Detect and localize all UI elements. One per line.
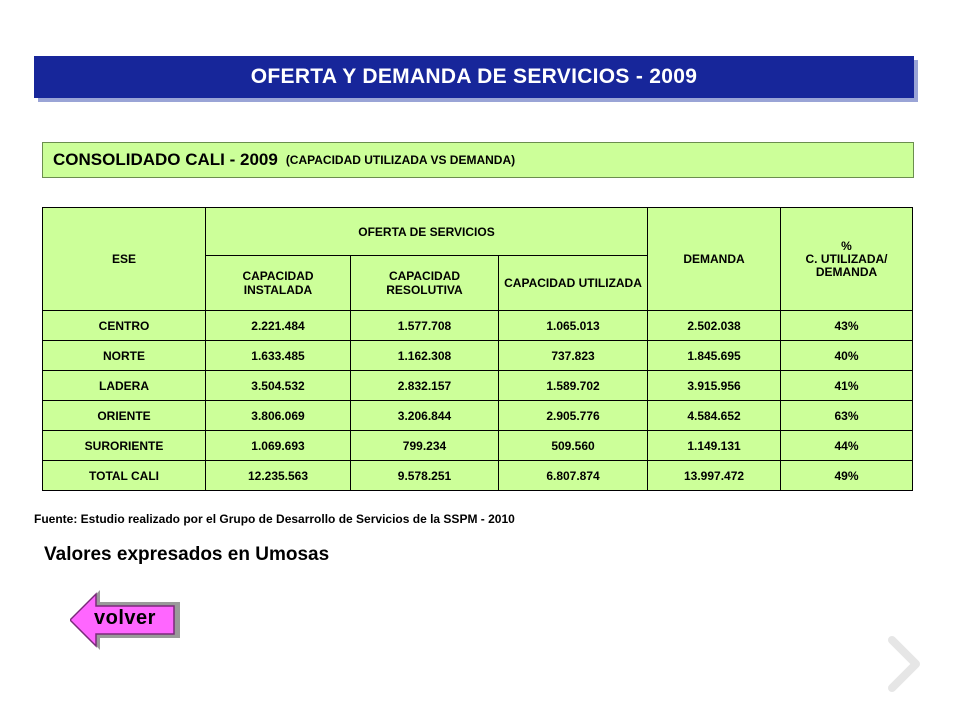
cell-utilizada: 737.823 bbox=[499, 341, 648, 371]
table-row bbox=[43, 371, 913, 401]
cell-utilizada: 509.560 bbox=[499, 431, 648, 461]
cell-ese: ORIENTE bbox=[43, 401, 206, 431]
cell-pct: 63% bbox=[781, 401, 913, 431]
cell-ese: CENTRO bbox=[43, 311, 206, 341]
volver-button[interactable] bbox=[70, 588, 190, 652]
header-pct bbox=[781, 208, 913, 311]
cell-pct: 41% bbox=[781, 371, 913, 401]
header-utilizada: CAPACIDAD UTILIZADA bbox=[499, 256, 648, 311]
cell-demanda: 13.997.472 bbox=[648, 461, 781, 491]
source-note: Fuente: Estudio realizado por el Grupo de Desarrollo de Servicios de la SSPM - 2010 bbox=[34, 512, 515, 526]
cell-demanda: 3.915.956 bbox=[648, 371, 781, 401]
cell-resolutiva: 2.832.157 bbox=[351, 371, 499, 401]
cell-demanda: 2.502.038 bbox=[648, 311, 781, 341]
oferta-demanda-table bbox=[42, 207, 913, 491]
cell-resolutiva: 3.206.844 bbox=[351, 401, 499, 431]
chevron-right-icon[interactable] bbox=[882, 634, 926, 694]
table-row bbox=[43, 341, 913, 371]
header-pct-line2: C. UTILIZADA/ bbox=[805, 251, 888, 266]
cell-pct: 44% bbox=[781, 431, 913, 461]
cell-utilizada: 2.905.776 bbox=[499, 401, 648, 431]
header-pct-line3: DEMANDA bbox=[815, 264, 878, 279]
header-ese: ESE bbox=[43, 208, 206, 311]
cell-instalada: 3.806.069 bbox=[206, 401, 351, 431]
cell-pct: 40% bbox=[781, 341, 913, 371]
cell-resolutiva: 9.578.251 bbox=[351, 461, 499, 491]
cell-utilizada: 1.589.702 bbox=[499, 371, 648, 401]
subtitle-box bbox=[42, 142, 914, 178]
header-resolutiva: CAPACIDAD RESOLUTIVA bbox=[351, 256, 499, 311]
subtitle-note: (CAPACIDAD UTILIZADA VS DEMANDA) bbox=[285, 153, 516, 167]
cell-ese: TOTAL CALI bbox=[43, 461, 206, 491]
subtitle-main: CONSOLIDADO CALI - 2009 bbox=[53, 150, 278, 169]
cell-instalada: 2.221.484 bbox=[206, 311, 351, 341]
table-row bbox=[43, 401, 913, 431]
header-demanda: DEMANDA bbox=[648, 208, 781, 311]
cell-demanda: 4.584.652 bbox=[648, 401, 781, 431]
table-row-total bbox=[43, 461, 913, 491]
values-note: Valores expresados en Umosas bbox=[44, 544, 330, 565]
cell-instalada: 12.235.563 bbox=[206, 461, 351, 491]
cell-utilizada: 1.065.013 bbox=[499, 311, 648, 341]
cell-ese: LADERA bbox=[43, 371, 206, 401]
cell-instalada: 3.504.532 bbox=[206, 371, 351, 401]
volver-label: volver bbox=[94, 607, 156, 629]
header-instalada: CAPACIDAD INSTALADA bbox=[206, 256, 351, 311]
cell-resolutiva: 1.162.308 bbox=[351, 341, 499, 371]
cell-pct: 43% bbox=[781, 311, 913, 341]
cell-instalada: 1.069.693 bbox=[206, 431, 351, 461]
cell-resolutiva: 799.234 bbox=[351, 431, 499, 461]
cell-demanda: 1.845.695 bbox=[648, 341, 781, 371]
cell-ese: NORTE bbox=[43, 341, 206, 371]
cell-pct: 49% bbox=[781, 461, 913, 491]
cell-demanda: 1.149.131 bbox=[648, 431, 781, 461]
table-row bbox=[43, 431, 913, 461]
page-title: OFERTA Y DEMANDA DE SERVICIOS - 2009 bbox=[34, 56, 914, 98]
header-oferta: OFERTA DE SERVICIOS bbox=[206, 208, 648, 256]
table-row bbox=[43, 311, 913, 341]
header-pct-line1: % bbox=[841, 238, 852, 253]
cell-resolutiva: 1.577.708 bbox=[351, 311, 499, 341]
cell-instalada: 1.633.485 bbox=[206, 341, 351, 371]
cell-utilizada: 6.807.874 bbox=[499, 461, 648, 491]
cell-ese: SURORIENTE bbox=[43, 431, 206, 461]
